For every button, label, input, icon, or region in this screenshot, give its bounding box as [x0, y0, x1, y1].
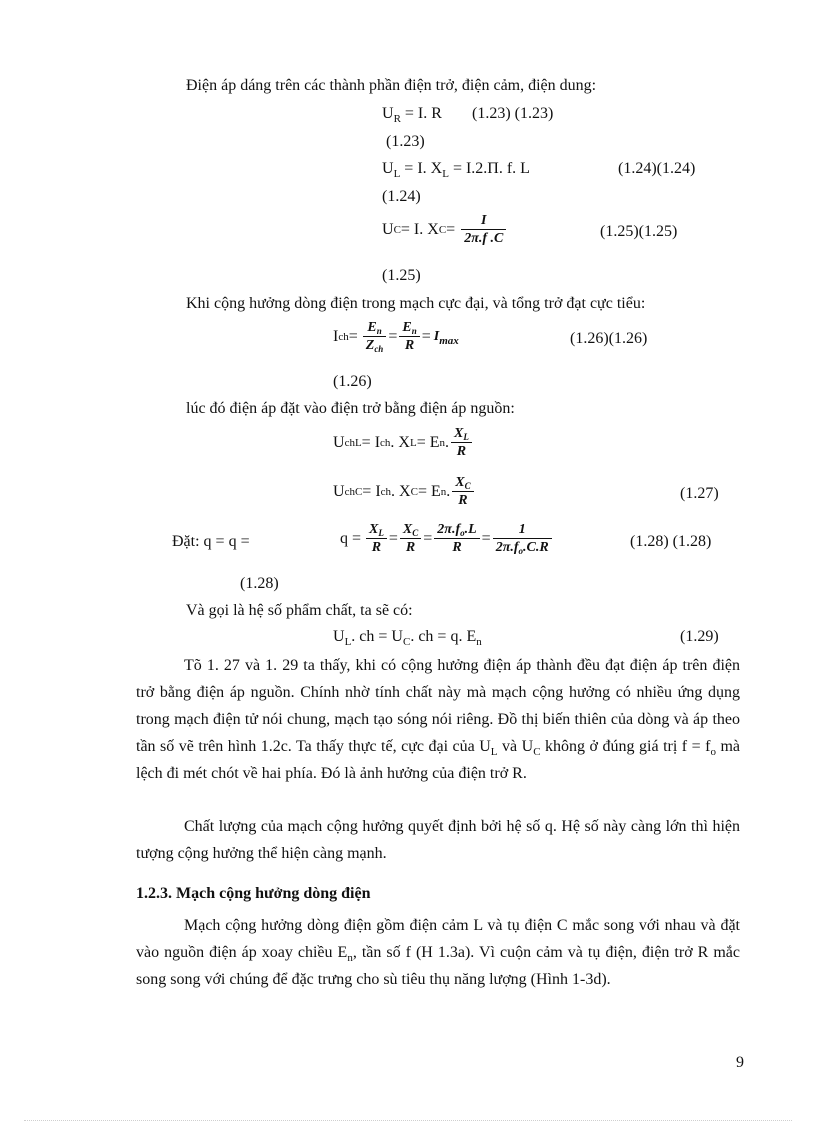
source-text: lúc đó điện áp đặt vào điện trở bằng điện áp nguồn:: [186, 400, 515, 417]
q-label: Đặt: q = q =: [172, 533, 250, 550]
fraction: $\frac{I}{2\pi.f .C}$: [461, 213, 506, 247]
equation-number: (1.24)(1.24): [618, 160, 696, 177]
quality-text: Và gọi là hệ số phẩm chất, ta sẽ có:: [186, 602, 413, 619]
equation-uchc: U chC = I ch . X C = E n . $\frac{X_C}{R}$: [333, 475, 476, 509]
resonance-text: Khi cộng hưởng dòng điện trong mạch cực đại, và tổng trở đạt cực tiểu:: [186, 295, 646, 312]
paragraph: Mạch cộng hưởng dòng điện gồm điện cảm L và tụ điện C mắc song với nhau và đặt vào nguồn điện áp xoay chiều $E_n$, tần số f (H 1.3a). Vì cuộn cảm và tụ điện, điện trở R mắc song song với chúng để đặc trưng cho sù tiêu thụ năng lượng (Hình 1-3d).: [136, 917, 740, 988]
equation-number: (1.25)(1.25): [600, 223, 678, 240]
equation-ul-ch: $U_L$. ch = $U_C$. ch = q. $E_n$: [333, 628, 482, 648]
fraction: $\frac{E_n}{Z_{ch}}$: [363, 320, 387, 354]
equation-number: (1.24): [382, 188, 421, 205]
equation-number: (1.25): [382, 267, 421, 284]
paragraph: Tõ 1. 27 và 1. 29 ta thấy, khi có cộng hưởng điện áp thành đều đạt điện áp trên điện trở bằng điện áp nguồn. Chính nhờ tính chất này mà mạch cộng hưởng có nhiều ứng dụng trong mạch điện tử nói chung, mạch tạo sóng nói riêng. Đồ thị biến thiên của dòng và áp theo tần số vẽ trên hình 1.2c. Ta thấy thực tế, cực đại của $U_L$ và $U_C$ không ở đúng giá trị $f = f_o$ mà lệch đi mét chót về hai phía. Đó là ảnh hưởng của điện trở R.: [136, 657, 741, 782]
fraction: $\frac{1}{2\pi.f_o.C.R}$: [493, 522, 552, 556]
equation-ul: $U_L = I$. $X_L = I.2.\Pi$. f. L: [382, 160, 530, 180]
equation-ich: I ch = $\frac{E_n}{Z_{ch}}$ = $\frac{E_n}{R}$ = $I_{max}$: [333, 320, 459, 354]
paragraph: Chất lượng của mạch cộng hưởng quyết định bởi hệ số q. Hệ số này càng lớn thì hiện tượng cộng hưởng thể hiện càng mạnh.: [136, 818, 740, 862]
equation-number: (1.23): [386, 133, 425, 150]
equation-number: (1.26): [333, 373, 372, 390]
equation-number: (1.28): [240, 575, 279, 592]
equation-number: (1.26)(1.26): [570, 330, 648, 347]
fraction: $\frac{X_C}{R}$: [400, 522, 421, 556]
equation-uc: U C = I. X C = $\frac{I}{2\pi.f .C}$: [382, 213, 508, 247]
fraction: $\frac{E_n}{R}$: [399, 320, 419, 354]
equation-number: (1.27): [680, 485, 719, 502]
section-heading: 1.2.3. Mạch cộng hưởng dòng điện: [136, 885, 371, 902]
page-number: 9: [736, 1054, 744, 1071]
equation-number: (1.23) (1.23): [472, 105, 554, 122]
fraction: $\frac{X_L}{R}$: [366, 522, 387, 556]
equation-q: q = $\frac{X_L}{R}$ = $\frac{X_C}{R}$ = $\frac{2\pi.f_o.L}{R}$ = $\frac{1}{2\pi.f_o.C.R}$: [340, 522, 554, 556]
footer-divider: [24, 1120, 792, 1121]
equation-uchl: U chL = I ch . X L = E n . $\frac{X_L}{R}$: [333, 426, 474, 460]
equation-number: (1.28) (1.28): [630, 533, 712, 550]
intro-text: Điện áp dáng trên các thành phần điện trở, điện cảm, điện dung:: [186, 77, 597, 94]
equation-ur: $U_R = I$. R: [382, 105, 442, 125]
fraction: $\frac{2\pi.f_o.L}{R}$: [434, 522, 479, 556]
equation-number: (1.29): [680, 628, 719, 645]
fraction: $\frac{X_C}{R}$: [452, 475, 473, 509]
fraction: $\frac{X_L}{R}$: [451, 426, 472, 460]
